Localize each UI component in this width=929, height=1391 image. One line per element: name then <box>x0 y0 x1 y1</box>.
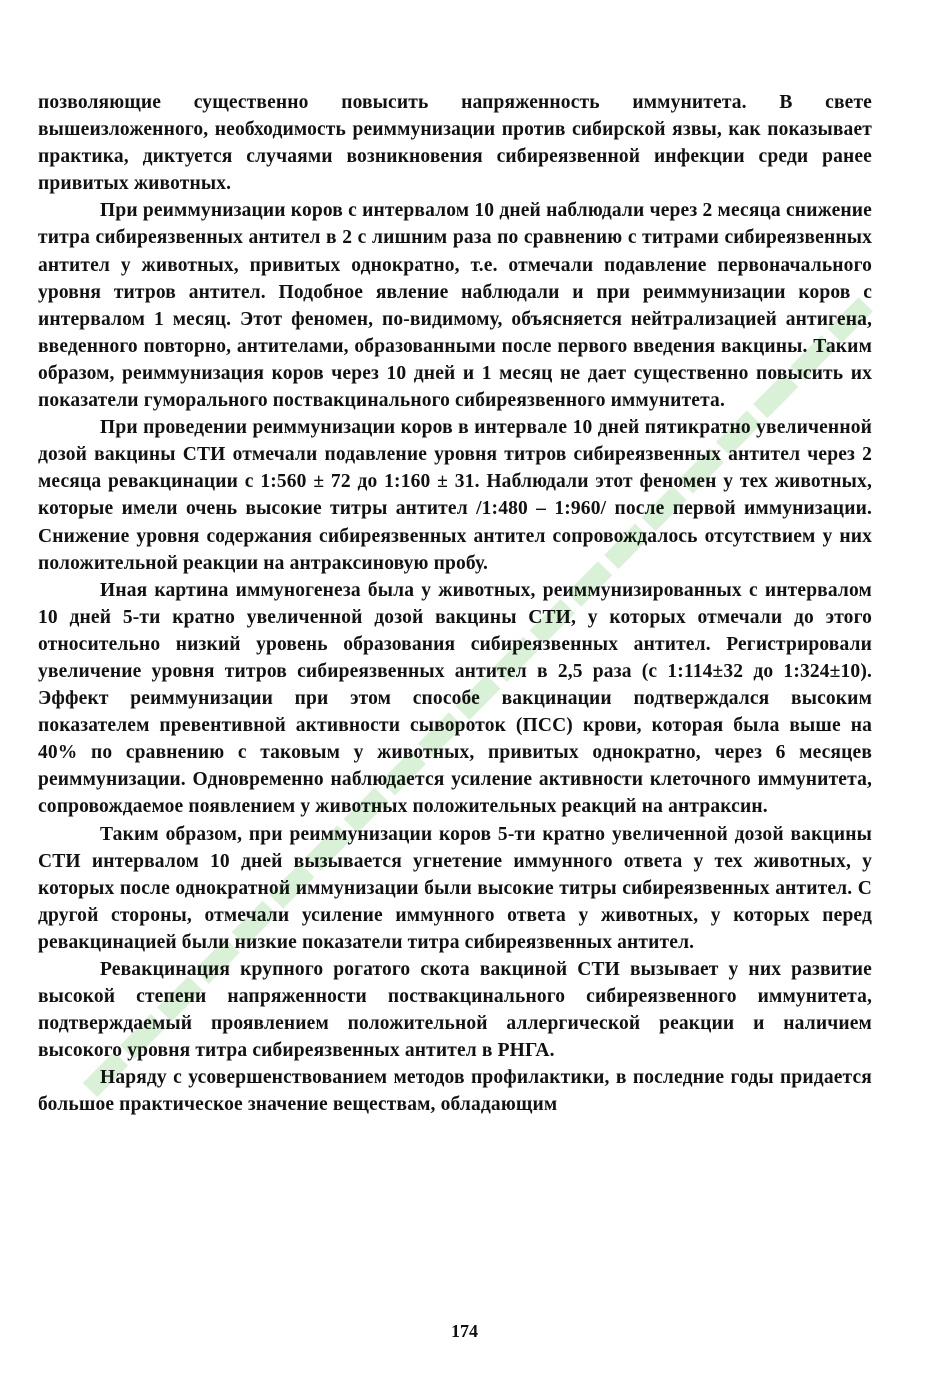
paragraph-2: При реиммунизации коров с интервалом 10 дней наблюдали через 2 месяца снижение титра сибиреязвенных антител в 2 с лишним раза по сравнению с титрами сибиреязвенных антител у животных, привитых однократно, т.е. отмечали подавление первоначального уровня титров антител. Подобное явление наблюдали и при реиммунизации коров с интервалом 1 месяц. Этот феномен, по-видимому, объясняется нейтрализацией антигена, введенного повторно, антителами, образованными после первого введения вакцины. Таким образом, реиммунизация коров через 10 дней и 1 месяц не дает существенно повысить их показатели гуморального поствакцинального сибиреязвенного иммунитета. <box>38 200 872 412</box>
paragraph-1: позволяющие существенно повысить напряженность иммунитета. В свете вышеизложенного, необходимость реиммунизации против сибирской язвы, как показывает практика, диктуется случаями возникновения сибиреязвенной инфекции среди ранее привитых животных. <box>38 92 872 195</box>
paragraph-3: При проведении реиммунизации коров в интервале 10 дней пятикратно увеличенной дозой вакцины СТИ отмечали подавление уровня титров сибиреязвенных антител через 2 месяца ревакцинации с 1:560 ± 72 до 1:160 ± 31. Наблюдали этот феномен у тех животных, которые имели очень высокие титры антител /1:480 – 1:960/ после первой иммунизации. Снижение уровня содержания сибиреязвенных антител сопровождалось отсутствием у них положительной реакции на антраксиновую пробу. <box>38 417 872 574</box>
paragraph-5: Таким образом, при реиммунизации коров 5-ти кратно увеличенной дозой вакцины СТИ интервалом 10 дней вызывается угнетение иммунного ответа у тех животных, у которых после однократной иммунизации были высокие титры сибиреязвенных антител. С другой стороны, отмечали усиление иммунного ответа у животных, у которых перед ревакцинацией были низкие показатели титра сибиреязвенных антител. <box>38 823 872 953</box>
paragraph-6: Ревакцинация крупного рогатого скота вакциной СТИ вызывает у них развитие высокой степени напряженности поствакцинального сибиреязвенного иммунитета, подтверждаемый проявлением положительной аллергической реакции и наличием высокого уровня титра сибиреязвенных антител в РНГА. <box>38 959 872 1062</box>
page-number: 174 <box>451 1321 478 1341</box>
paragraph-4: Иная картина иммуногенеза была у животных, реиммунизированных с интервалом 10 дней 5-ти кратно увеличенной дозой вакцины СТИ, у которых отмечали до этого относительно низкий уровень образования сибиреязвенных антител. Регистрировали увеличение уровня титров сибиреязвенных антител в 2,5 раза (с 1:114±32 до 1:324±10). Эффект реиммунизации при этом способе вакцинации подтверждался высоким показателем превентивной активности сывороток (ПСС) крови, которая была выше на 40% по сравнению с таковым у животных, привитых однократно, через 6 месяцев реиммунизации. Одновременно наблюдается усиление активности клеточного иммунитета, сопровождаемое появлением у животных положительных реакций на антраксин. <box>38 579 872 818</box>
body-text <box>38 89 872 1119</box>
paragraph-7: Наряду с усовершенствованием методов профилактики, в последние годы придается большое практическое значение веществам, обладающим <box>38 1067 872 1116</box>
